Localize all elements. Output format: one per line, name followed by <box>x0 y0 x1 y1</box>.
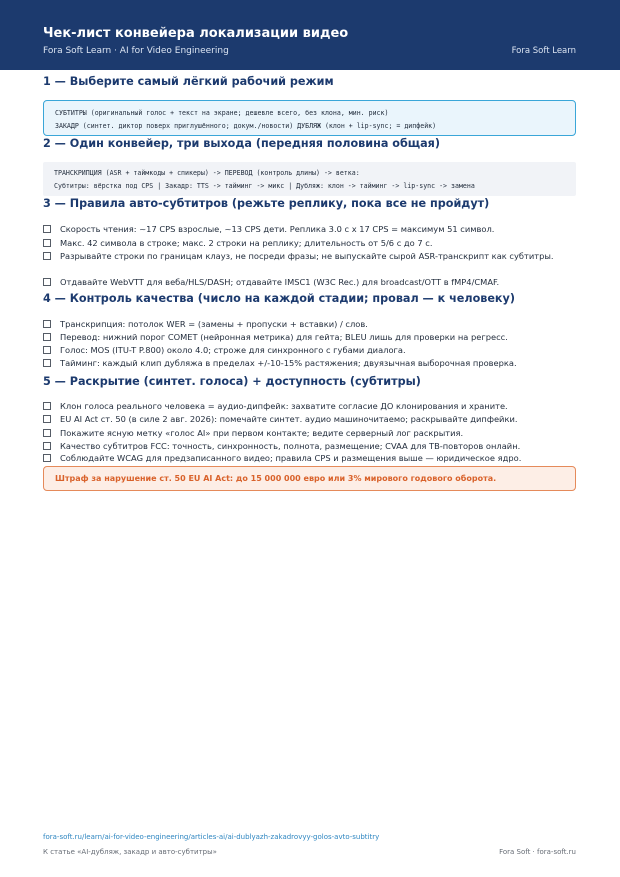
section-1-mode-box <box>43 100 576 136</box>
checkbox[interactable] <box>43 239 51 247</box>
page-subtitle: Fora Soft Learn · AI for Video Engineering <box>43 46 229 56</box>
checkbox[interactable] <box>43 442 51 450</box>
pipeline-box-line-2: Субтитры: вёрстка под CPS | Закадр: TTS -> тайминг -> микс | Дубляж: клон -> тайминг -> lip-sync -> замена <box>54 182 475 190</box>
mode-box-line-1: СУБТИТРЫ (оригинальный голос + текст на экране; дешевле всего, без клона, мин. риск) <box>55 109 389 117</box>
checklist-item-text: EU AI Act ст. 50 (в силе 2 авг. 2026): помечайте синтет. аудио машиночитаемо; раскрывайте дипфейки. <box>60 414 518 424</box>
checklist-item-text: Тайминг: каждый клип дубляжа в пределах +/-10-15% растяжения; двуязычная выборочная проверка. <box>60 358 517 368</box>
checklist-item-text: Качество субтитров FCC: точность, синхронность, полнота, размещение; CVAA для ТВ-повторов онлайн. <box>60 441 521 451</box>
page-title: Чек-лист конвейера локализации видео <box>43 26 349 41</box>
checkbox[interactable] <box>43 359 51 367</box>
checklist-item-text: Макс. 42 символа в строке; макс. 2 строки на реплику; длительность от 5/6 с до 7 с. <box>60 238 433 248</box>
checkbox[interactable] <box>43 346 51 354</box>
section-2-pipeline-box <box>43 162 576 196</box>
checklist-item-text: Клон голоса реального человека = аудио-дипфейк: захватите согласие ДО клонирования и храните. <box>60 401 508 411</box>
penalty-warning-box <box>43 466 576 491</box>
checkbox[interactable] <box>43 454 51 462</box>
checkbox[interactable] <box>43 429 51 437</box>
checkbox[interactable] <box>43 333 51 341</box>
checkbox[interactable] <box>43 225 51 233</box>
footer-article-reference: К статье «AI-дубляж, закадр и авто-субтитры» <box>43 848 217 856</box>
section-1-heading: 1 — Выберите самый лёгкий рабочий режим <box>43 75 334 88</box>
checklist-item-text: Скорость чтения: ~17 CPS взрослые, ~13 CPS дети. Реплика 3.0 с x 17 CPS = максимум 51 символ. <box>60 224 495 234</box>
checkbox[interactable] <box>43 402 51 410</box>
checkbox[interactable] <box>43 320 51 328</box>
section-5-heading: 5 — Раскрытие (синтет. голоса) + доступность (субтитры) <box>43 375 421 388</box>
mode-box-line-2: ЗАКАДР (синтет. диктор поверх приглушённого; докум./новости) ДУБЛЯЖ (клон + lip-sync; = дипфейк) <box>55 122 437 130</box>
checklist-item-text: Разрывайте строки по границам клауз, не посреди фразы; не выпускайте сырой ASR-транскрипт как субтитры. <box>60 251 554 261</box>
pipeline-box-line-1: ТРАНСКРИПЦИЯ (ASR + таймкоды + спикеры) -> ПЕРЕВОД (контроль длины) -> ветка: <box>54 169 360 177</box>
page-header <box>0 0 620 70</box>
checkbox[interactable] <box>43 278 51 286</box>
checkbox[interactable] <box>43 252 51 260</box>
header-brand: Fora Soft Learn <box>511 46 576 56</box>
section-3-heading: 3 — Правила авто-субтитров (режьте реплику, пока все не пройдут) <box>43 197 490 210</box>
checkbox[interactable] <box>43 415 51 423</box>
checklist-item-text: Отдавайте WebVTT для веба/HLS/DASH; отдавайте IMSC1 (W3C Rec.) для broadcast/OTT в fMP4/CMAF. <box>60 277 500 287</box>
footer-brand: Fora Soft · fora-soft.ru <box>499 848 576 856</box>
section-2-heading: 2 — Один конвейер, три выхода (передняя половина общая) <box>43 137 440 150</box>
penalty-warning-text: Штраф за нарушение ст. 50 EU AI Act: до 15 000 000 евро или 3% мирового годового оборота. <box>55 474 497 483</box>
checklist-item-text: Соблюдайте WCAG для предзаписанного видео; правила CPS и размещения выше — юридическое ядро. <box>60 453 522 463</box>
checklist-item-text: Перевод: нижний порог COMET (нейронная метрика) для гейта; BLEU лишь для проверки на регресс. <box>60 332 508 342</box>
checklist-item-text: Покажите ясную метку «голос AI» при первом контакте; ведите серверный лог раскрытия. <box>60 428 464 438</box>
section-4-heading: 4 — Контроль качества (число на каждой стадии; провал — к человеку) <box>43 292 515 305</box>
checklist-item-text: Транскрипция: потолок WER = (замены + пропуски + вставки) / слов. <box>60 319 368 329</box>
checklist-item-text: Голос: MOS (ITU-T P.800) около 4.0; строже для синхронного с губами диалога. <box>60 345 406 355</box>
article-url-link[interactable]: fora-soft.ru/learn/ai-for-video-engineering/articles-ai/ai-dublyazh-zakadrovyy-golos-avto-subtitry <box>43 833 380 841</box>
